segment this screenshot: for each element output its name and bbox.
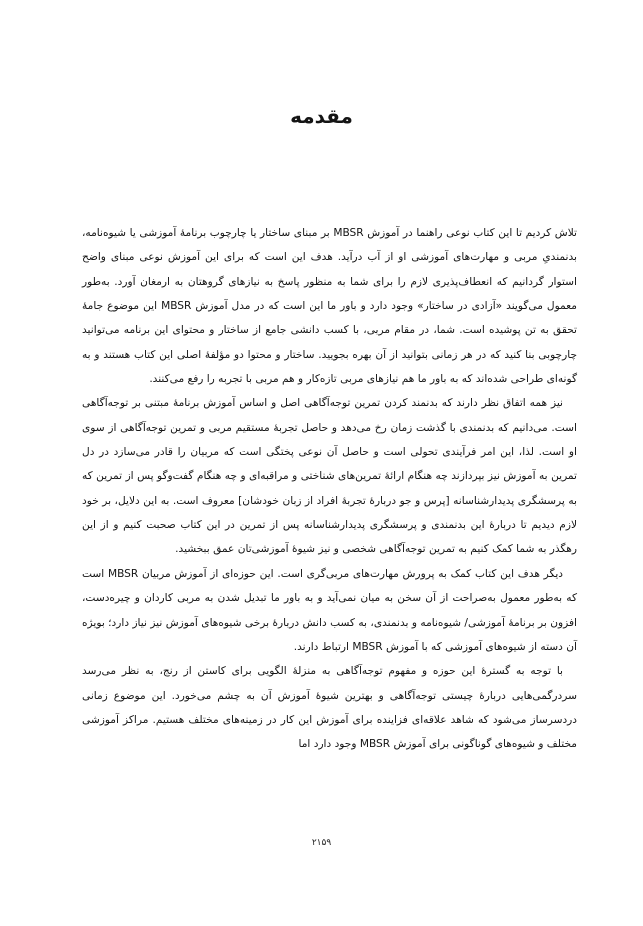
paragraph-1: تلاش کردیم تا این کتاب نوعی راهنما در آموزش MBSR بر مبنای ساختار یا چارچوب برنامهٔ آموزشی یا شیوه‌نامه، بدنمندیِ مربی و مهارت‌های آموزشی او از آب درآید. هدف این است که برای این آموزش نوعی مبنای واضح استوار گردانیم که انعطاف‌پذیری لازم را برای شما به منظور پاسخ به نیازهای گروهتان به ارمغان آورد. به‌طور معمول می‌گویند «آزادی در ساختار» وجود دارد و باور ما این است که در مدل آموزش MBSR این موضوع جامهٔ تحقق به تن پوشیده است. شما، در مقام مربی، با کسب دانشی جامع از ساختار و محتوای این برنامه می‌توانید چارچوبی بنا کنید که در هر زمانی بتوانید از آن بهره بجویید. ساختار و محتوا دو مؤلفهٔ اصلی این کتاب هستند و به گونه‌ای طراحی شده‌اند که به باور ما هم نیازهای مربی تازه‌کار و هم مربی با تجربه را رفع می‌کنند. [82, 227, 577, 386]
body-text [82, 221, 577, 757]
paragraph-2: نیز همه اتفاق نظر دارند که بدنمند کردن تمرین توجه‌آگاهی اصل و اساس آموزش برنامهٔ مبتنی بر توجه‌آگاهی است. می‌دانیم که بدنمندی با گذشت زمان رخ می‌دهد و حاصل تجربهٔ مستقیم مربی و تمرین توجه‌آگاهی از سوی او است. لذا، این امر فرآیندی تحولی است و حاصل آن نوعی پختگی است که مربیان را قادر می‌سازد در دل تمرین به آموزش نیز بپردازند چه هنگام ارائهٔ تمرین‌های شناختی و مراقبه‌ای و چه هنگام گفت‌وگو پس از تمرین که به پرسشگری پدیدارشناسانه [پرس و جو دربارهٔ تجربهٔ افراد از زبان خودشان] معروف است. به این دلایل، بر خود لازم دیدیم تا دربارهٔ این بدنمندی و پرسشگری پدیدارشناسانه پس از تمرین در این کتاب صحبت کنیم و از این رهگذر به شما کمک کنیم به تمرین توجه‌آگاهی شخصی و نیز شیوهٔ آموزشی‌تان عمق ببخشید. [82, 397, 577, 556]
page-title: مقدمه [290, 104, 353, 128]
page-number: ۲۱۵۹ [311, 838, 332, 848]
paragraph-3: دیگر هدف این کتاب کمک به پرورش مهارت‌های مربی‌گری است. این حوزه‌ای از آموزش مربیان MBSR است که به‌طور معمول به‌صراحت از آن سخن به میان نمی‌آید و به باور ما تبدیل شدن به مربی کاردان و چیره‌دست، افزون بر برنامهٔ آموزشی/ شیوه‌نامه و بدنمندی، به کسب دانش دربارهٔ برخی شیوه‌های آموزش نیز نیاز دارد؛ بویژه آن دسته از شیوه‌های آموزشی که با آموزش MBSR ارتباط دارند. [82, 567, 577, 653]
paragraph-4: با توجه به گسترهٔ این حوزه و مفهوم توجه‌آگاهی به منزلهٔ الگویی برای کاستن از رنج، به نظر می‌رسد سردرگمی‌هایی دربارهٔ چیستی توجه‌آگاهی و بهترین شیوهٔ آموزش آن به چشم می‌خورد. این موضوع زمانی دردسرساز می‌شود که شاهد علاقه‌ای فزاینده برای آموزش این کار در زمینه‌های مختلف هستیم. مراکز آموزشی مختلف و شیوه‌های گوناگونی برای آموزش MBSR وجود دارد اما [82, 665, 577, 751]
